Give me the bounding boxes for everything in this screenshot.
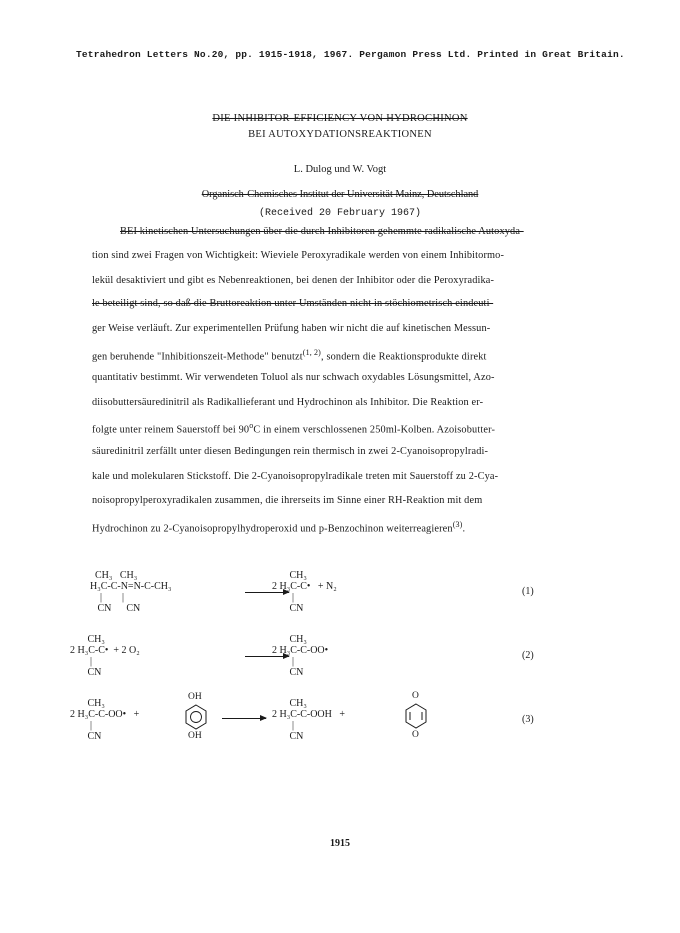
body-line-13-tail: . bbox=[462, 523, 466, 535]
body-line-10: säuredinitril zerfällt unter diesen Bedingungen rein thermisch in zwei 2-Cyanoisopropylradi- bbox=[92, 446, 489, 457]
page-number: 1915 bbox=[330, 838, 350, 849]
degree-sign: o bbox=[249, 421, 254, 430]
body-line-7: quantitativ bestimmt. Wir verwendeten Toluol als nur schwach oxydables Lösungsmittel, Azo- bbox=[92, 372, 495, 383]
paper-title-line1: DIE INHIBITOR-EFFICIENCY VON HYDROCHINON bbox=[212, 113, 468, 124]
equation-3-reactants: CH₃ 2 H₃C-C-OO• + | CN bbox=[70, 698, 140, 742]
hydroquinone-ring-icon bbox=[184, 704, 208, 730]
body-line-12: noisopropylperoxyradikalen zusammen, die ihrerseits im Sinne einer RH-Reaktion mit dem bbox=[92, 495, 483, 506]
paper-title-line2: BEI AUTOXYDATIONSREAKTIONEN bbox=[248, 129, 432, 140]
quinone-top-o: O bbox=[412, 691, 419, 701]
reaction-arrow-3 bbox=[222, 718, 266, 719]
authors: L. Dulog und W. Vogt bbox=[293, 164, 387, 175]
body-line-1: BEI kinetischen Untersuchungen über die durch Inhibitoren gehemmte radikalische Autoxyda- bbox=[120, 226, 524, 237]
body-line-4 bbox=[92, 298, 493, 309]
received-date: (Received 20 February 1967) bbox=[258, 208, 422, 219]
hydroquinone-top-oh: OH bbox=[188, 692, 202, 702]
citation-1-2: (1, 2) bbox=[302, 348, 321, 357]
citation-3: (3) bbox=[452, 520, 463, 529]
affiliation: Organisch-Chemisches Institut der Universität Mainz, Deutschland bbox=[201, 189, 479, 200]
body-line-13 bbox=[92, 520, 465, 534]
p-benzoquinone-ring-icon bbox=[405, 703, 427, 729]
body-line-6-tail: , sondern die Reaktionsprodukte direkt bbox=[321, 351, 487, 363]
body-line-3: lekül desaktiviert und gibt es Nebenreaktionen, bei denen der Inhibitor oder die Peroxyradika- bbox=[92, 275, 495, 286]
body-line-4-text: le beteiligt sind, so daß die Bruttoreaktion unter Umständen nicht in stöchiometrisch eindeuti- bbox=[92, 298, 494, 309]
equation-3-number: (3) bbox=[522, 714, 534, 725]
equation-1-reactants: CH₃ CH₃ H₃C-C-N=N-C-CH₃ | | CN CN bbox=[90, 570, 172, 614]
body-line-2: tion sind zwei Fragen von Wichtigkeit: Wieviele Peroxyradikale werden von einem Inhibitormo- bbox=[92, 250, 505, 261]
quinone-bottom-o: O bbox=[412, 730, 419, 740]
equation-1-number: (1) bbox=[522, 586, 534, 597]
equation-1-products: CH₃ 2 H₃C-C• + N₂ | CN bbox=[272, 570, 337, 614]
equation-3-products: CH₃ 2 H₃C-C-OOH + | CN bbox=[272, 698, 346, 742]
body-line-13-text: Hydrochinon zu 2-Cyanoisopropylhydroperoxid und p-Benzochinon weiterreagieren bbox=[92, 523, 453, 535]
body-line-9-text: folgte unter reinem Sauerstoff bei 90 bbox=[92, 424, 250, 436]
equation-2-number: (2) bbox=[522, 650, 534, 661]
body-line-8: diisobuttersäuredinitril als Radikallieferant und Hydrochinon als Inhibitor. Die Reaktion er- bbox=[92, 397, 484, 408]
body-line-9-tail: C in einem verschlossenen 250ml-Kolben. Azoisobutter- bbox=[253, 424, 496, 436]
equation-2-reactants: CH₃ 2 H₃C-C• + 2 O₂ | CN bbox=[70, 634, 140, 678]
equation-2-products: CH₃ 2 H₃C-C-OO• | CN bbox=[272, 634, 329, 678]
body-line-5: ger Weise verläuft. Zur experimentellen Prüfung haben wir nicht die auf kinetischen Messun- bbox=[92, 323, 491, 334]
body-line-9 bbox=[92, 421, 495, 435]
body-line-6-text: gen beruhende "Inhibitionszeit-Methode" benutzt bbox=[92, 351, 303, 363]
body-line-11: kale und molekularen Stickstoff. Die 2-Cyanoisopropylradikale treten mit Sauerstoff zu 2-Cya- bbox=[92, 471, 499, 482]
body-line-6 bbox=[92, 348, 487, 362]
hydroquinone-bottom-oh: OH bbox=[188, 731, 202, 741]
journal-header: Tetrahedron Letters No.20, pp. 1915-1918, 1967. Pergamon Press Ltd. Printed in Great Britain. bbox=[76, 49, 625, 60]
